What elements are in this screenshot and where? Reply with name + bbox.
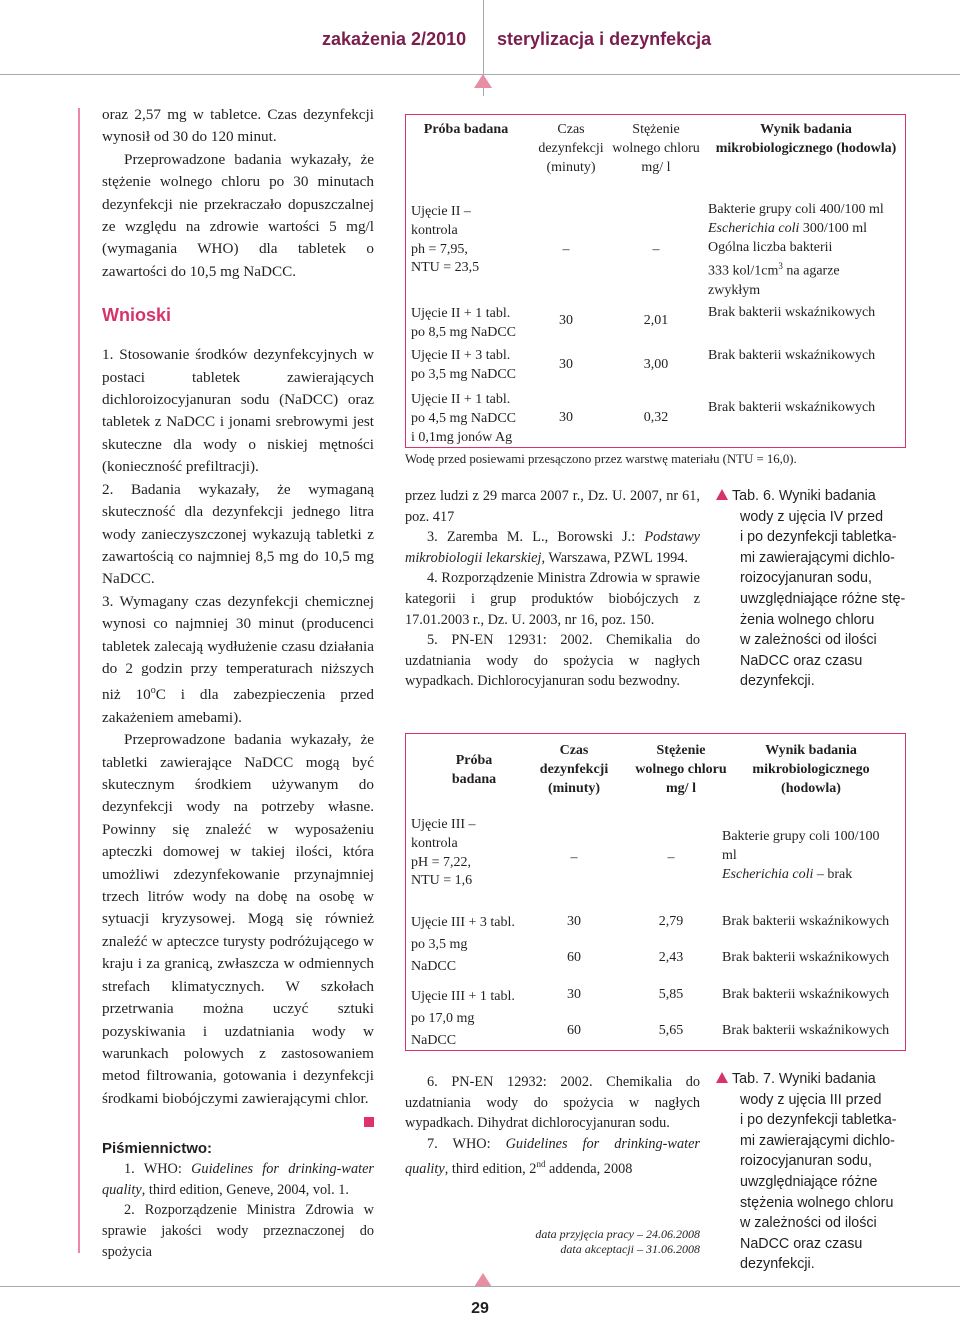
conclusion-1: 1. Stosowanie środków dezynfekcyjnych w postaci tabletek zawierających dichloroizocyjanuran sodu (NaDCC) oraz tabletek z NaDCC i jonami srebrowymi jest skuteczne dla wody o niskiej mętności (konieczność prefiltracji).: [102, 346, 374, 476]
section-title: sterylizacja i dezynfekcja: [497, 29, 712, 49]
page-header: [0, 0, 960, 96]
page-number: 29: [471, 1300, 489, 1317]
column-header: Próba badana: [451, 753, 497, 787]
date-accepted: data akceptacji – 31.06.2008: [560, 1242, 700, 1256]
table-cell: Brak bakterii wskaźnikowych: [708, 305, 876, 320]
table-7-caption: Tab. 7. Wyniki badania wody z ujęcia III przed i po dezynfekcji tabletka- mi zawierającymi dichlo- roizocyjanuran sodu, uwzględniające różne stężenia wolnego chloru w zależności od ilości NaDCC oraz czasu dezynfekcji.: [716, 1069, 912, 1275]
table-cell: –: [562, 242, 570, 257]
table-row: Ujęcie II + 3 tabl. po 3,5 mg NaDCC: [411, 348, 516, 382]
column-header: Czas dezynfekcji (minuty): [539, 743, 609, 796]
column-header: Próba badana: [423, 122, 509, 137]
table-row: Ujęcie II + 1 tabl. po 4,5 mg NaDCC i 0,1mg jonów Ag: [411, 392, 516, 445]
table-cell: –: [667, 850, 675, 865]
reference: 2. Rozporządzenie Ministra Zdrowia w sprawie jakości wody przeznaczonej do spożycia: [102, 1202, 374, 1260]
reference: 4. Rozporządzenie Ministra Zdrowia w sprawie kategorii i grup produktów biobójczych z 17.01.2003 r., Dz. U. 2003, nr 16, poz. 150.: [405, 570, 700, 628]
table-cell: 30: [559, 410, 573, 425]
column-header: Stężenie wolnego chloru mg/ l: [612, 122, 700, 175]
middle-column: [405, 486, 700, 692]
conclusion-2: 2. Badania wykazały, że wymaganą skuteczność dla dezynfekcji jednego litra wody zanieczyszczonej wykazują tabletki z zawartością co najmniej 8,5 mg do 10,5 mg NaDCC.: [102, 480, 374, 588]
table-cell: 0,32: [643, 410, 669, 425]
table-cell: –: [652, 242, 660, 257]
caption-triangle-icon: [716, 489, 728, 500]
table-6-caption: Tab. 6. Wyniki badania wody z ujęcia IV przed i po dezynfekcji tabletka- mi zawierającymi dichlo- roizocyjanuran sodu, uwzględniające różne stę- żenia wolnego chloru w zależności od ilości NaDCC oraz czasu dezynfekcji.: [716, 486, 912, 692]
table-cell: Brak bakterii wskaźnikowych: [722, 1023, 890, 1038]
bibliography-heading: Piśmiennictwo:: [102, 1140, 213, 1158]
table-cell: 30: [559, 313, 573, 328]
table-row: Ujęcie III + 1 tabl. po 17,0 mg NaDCC: [411, 989, 515, 1048]
table-cell: –: [570, 850, 578, 865]
table-cell: 5,85: [658, 987, 684, 1002]
table-cell: 30: [567, 987, 581, 1002]
table-cell: 60: [567, 1023, 581, 1038]
table-row: Ujęcie II – kontrola ph = 7,95, NTU = 23,5: [411, 204, 480, 276]
table-cell: 60: [567, 950, 581, 965]
caption-triangle-icon: [716, 1072, 728, 1083]
table-cell: Brak bakterii wskaźnikowych: [722, 950, 890, 965]
paragraph: oraz 2,57 mg w tabletce. Czas dezynfekcji wynosił od 30 do 120 minut.: [102, 106, 374, 146]
table-cell: 5,65: [658, 1023, 684, 1038]
footer-rule: [0, 1286, 960, 1287]
date-received: data przyjęcia pracy – 24.06.2008: [535, 1227, 700, 1241]
table-row: Ujęcie II + 1 tabl. po 8,5 mg NaDCC: [411, 306, 516, 340]
reference: 1. WHO: Guidelines for drinking-water quality, third edition, Geneve, 2004, vol. 1.: [102, 1161, 374, 1198]
reference: 6. PN-EN 12932: 2002. Chemikalia do uzdatniania wody do spożycia w nagłych wypadkach. Dihydrat dichlorocyjanuran sodu.: [405, 1074, 700, 1132]
reference: 3. Zaremba M. L., Borowski J.: Podstawy mikrobiologii lekarskiej, Warszawa, PZWL 1994.: [405, 529, 700, 566]
column-header: Wynik badania mikrobiologicznego (hodowla): [715, 122, 897, 156]
table-cell: 30: [567, 914, 581, 929]
paragraph: Przeprowadzone badania wykazały, że stężenie wolnego chloru po 30 minutach dezynfekcji nie przekraczało dopuszczalnej ze względu na zdrowie wartości 5 mg/l (wymagania WHO) dla tabletek o zawartości do 10,5 mg NaDCC.: [102, 150, 374, 280]
table-cell: Brak bakterii wskaźnikowych: [722, 914, 890, 929]
paragraph: Przeprowadzone badania wykazały, że tabletki zawierające NaDCC mogą być skutecznym środkiem używanym do dezynfekcji wody na potrzeby własne. Powinny się znaleźć w wyposażeniu apteczki domowej w takiej ilości, która umożliwi zdezynfekowanie przynajmniej trzech litrów wody na dobę na osobę w sytuacji kryzysowej. Mogą się również znaleźć w apteczce turysty podróżującego w kraju i za granicą, zwłaszcza w odmiennych strefach klimatycznych. W szkołach przetrwania można uczyć sztuki pozyskiwania i uzdatniania wody w warunkach polowych z zastosowaniem metod filtrowania, gotowania i dezynfekcji środkami biobójczymi zawierającymi chlor.: [102, 729, 374, 1110]
reference: przez ludzi z 29 marca 2007 r., Dz. U. 2007, nr 61, poz. 417: [405, 488, 700, 525]
section-heading: Wnioski: [102, 305, 172, 326]
middle-column-lower: [405, 1072, 700, 1180]
left-column: [102, 104, 374, 1262]
column-header: Stężenie wolnego chloru mg/ l: [635, 743, 727, 796]
table-cell: 3,00: [643, 357, 669, 372]
table-note: Wodę przed posiewami przesączono przez warstwę materiału (NTU = 16,0).: [405, 452, 797, 466]
table-cell: 30: [559, 357, 573, 372]
table-cell: 2,43: [658, 950, 684, 965]
left-column-accent-bar: [78, 108, 80, 1253]
table-cell: Brak bakterii wskaźnikowych: [722, 987, 890, 1002]
table-cell: Brak bakterii wskaźnikowych: [708, 348, 876, 363]
table-cell: Bakterie grupy coli 100/100 ml Escherichia coli – brak: [722, 829, 880, 882]
reference: 5. PN-EN 12931: 2002. Chemikalia do uzdatniania wody do spożycia w nagłych wypadkach. Dichlorocyjanuran sodu bezwodny.: [405, 632, 700, 690]
table-cell: Bakterie grupy coli 400/100 ml Escherichia coli 300/100 ml Ogólna liczba bakterii 333 kol/$1cm^3$ na agarze zwykłym: [708, 202, 884, 298]
footer-triangle-icon: [474, 1273, 492, 1287]
table-cell: Brak bakterii wskaźnikowych: [708, 400, 876, 415]
column-header: Wynik badania mikrobiologicznego (hodowla): [752, 743, 870, 796]
submission-dates: [520, 1227, 700, 1257]
journal-title: zakażenia 2/2010: [322, 29, 467, 49]
header-triangle-icon: [474, 74, 492, 88]
conclusion-3: 3. Wymagany czas dezynfekcji chemicznej wynosi co najmniej 30 minut (producenci tabletek zalecają wydłużenie czasu działania do 2 godzin przy temperaturach niższych niż 10$^o$C i dla zabezpieczenia przed zakażeniem amebami).: [102, 592, 374, 726]
reference: 7. WHO: Guidelines for drinking-water quality, third edition, 2nd addenda, 2008: [405, 1135, 700, 1178]
column-header: Czas dezynfekcji (minuty): [538, 122, 604, 175]
table-cell: 2,79: [658, 914, 684, 929]
table-cell: 2,01: [643, 313, 669, 328]
table-7: [405, 733, 906, 1051]
table-row: Ujęcie III – kontrola pH = 7,22, NTU = 1,6: [411, 817, 476, 889]
table-row: Ujęcie III + 3 tabl. po 3,5 mg NaDCC: [411, 915, 515, 974]
table-6: [405, 114, 906, 448]
end-mark-icon: [364, 1117, 374, 1127]
